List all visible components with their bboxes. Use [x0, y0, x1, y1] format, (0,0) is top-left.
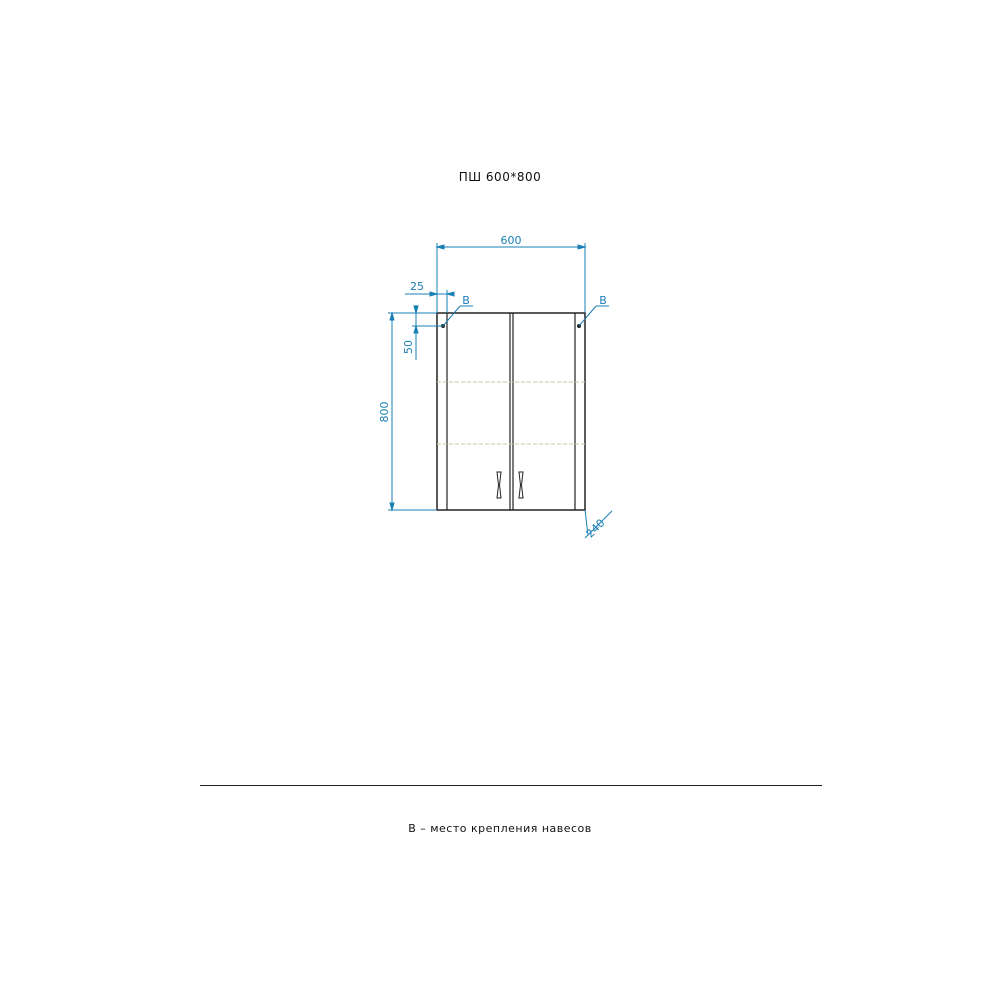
mount-points [441, 324, 581, 328]
height-label: 800 [378, 401, 391, 423]
handle-left-icon [497, 472, 501, 498]
offset-x-label: 25 [410, 280, 424, 293]
offset-y-label: 50 [402, 340, 415, 354]
separator-line [200, 785, 822, 786]
cabinet-outline [437, 313, 585, 510]
depth-label: 240 [583, 516, 608, 541]
mount-marker-left: B [462, 294, 470, 307]
cabinet-body [437, 313, 585, 510]
mount-marker-right: B [599, 294, 607, 307]
shelves [437, 382, 585, 444]
drawing-title: ПШ 600*800 [458, 170, 542, 184]
mount-leader-left [443, 306, 460, 326]
width-label: 600 [500, 234, 522, 247]
mount-leader-right [579, 306, 596, 326]
handle-right-icon [519, 472, 523, 498]
legend-note: B – место крепления навесов [408, 822, 592, 835]
